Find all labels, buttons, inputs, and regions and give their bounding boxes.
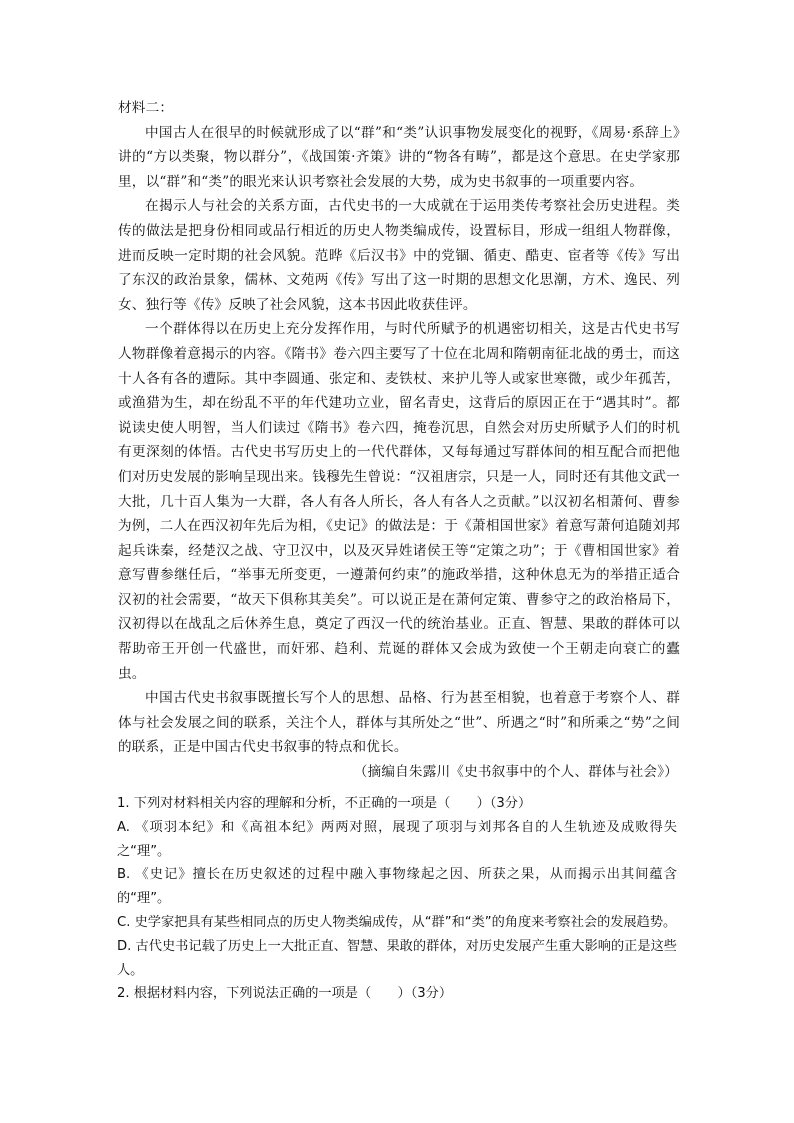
question-1-option-d: D. 古代史书记载了历史上一大批正直、智慧、果敢的群体，对历史发展产生重大影响的正是这些人。 [117,938,677,978]
question-1-stem: 1. 下列对材料相关内容的理解和分析，不正确的一项是（ ）（3分） [117,796,532,811]
material-paragraph: 中国古人在很早的时候就形成了以“群”和“类”认识事物发展变化的视野，《周易·系辞上》讲的“方以类聚，物以群分”，《战国策·齐策》讲的“物各有畴”，都是这个意思。在史学家那里，以“群”和“类”的眼光来认识考察社会发展的大势，成为史书叙事的一项重要内容。 [118,124,680,190]
question-section [117,792,677,1006]
material-paragraph: 在揭示人与社会的关系方面，古代史书的一大成就在于运用类传考察社会历史进程。类传的做法是把身份相同或品行相近的历史人物类编成传，设置标目，形成一组组人物群像，进而反映一定时期的社会风貌。范晔《后汉书》中的党锢、循吏、酷吏、宦者等《传》写出了东汉的政治景象，儒林、文苑两《传》写出了这一时期的思想文化思潮，方术、逸民、列女、独行等《传》反映了社会风貌，这本书因此收获佳评。 [118,198,680,313]
reading-material [118,96,680,785]
question-1-option-b: B. 《史记》擅长在历史叙述的过程中融入事物缘起之因、所获之果，从而揭示出其间蕴含的“理”。 [117,867,677,907]
material-paragraph: 中国古代史书叙事既擅长写个人的思想、品格、行为甚至相貌，也着意于考察个人、群体与社会发展之间的联系，关注个人，群体与其所处之“世”、所遇之“时”和所乘之“势”之间的联系，正是中国古代史书叙事的特点和优长。 [118,690,680,756]
question-2-stem: 2. 根据材料内容，下列说法正确的一项是（ ）（3分） [117,986,453,1002]
material-heading: 材料二： [118,100,174,116]
question-1-option-a: A. 《项羽本纪》和《高祖本纪》两两对照，展现了项羽与刘邦各自的人生轨迹及成败得失之“理”。 [117,819,677,859]
material-source: （摘编自朱露川《史书叙事中的个人、群体与社会》） [353,764,678,781]
question-1-option-c: C. 史学家把具有某些相同点的历史人物类编成传，从“群”和“类”的角度来考察社会的发展趋势。 [117,914,677,930]
material-paragraph: 一个群体得以在历史上充分发挥作用，与时代所赋予的机遇密切相关，这是古代史书写人物群像着意揭示的内容。《隋书》卷六四主要写了十位在北周和隋朝南征北战的勇士，而这十人各有各的遭际。其中李圆通、张定和、麦铁杖、来护儿等人或家世寒微，或少年孤苦，或渔猎为生，却在纷乱不平的年代建功立业，留名青史，这背后的原因正在于“遇其时”。都说读史使人明智，当人们读过《隋书》卷六四，掩卷沉思，自然会对历史所赋予人们的时机有更深刻的体悟。古代史书写历史上的一代代群体，又每每通过写群体间的相互配合而把他们对历史发展的影响呈现出来。钱穆先生曾说：“汉祖唐宗，只是一人，同时还有其他文武一大批，几十百人集为一大群，各人有各人所长，各人有各人之贡献。”以汉初名相萧何、曹参为例，二人在西汉初年先后为相，《史记》的做法是：于《萧相国世家》着意写萧何追随刘邦起兵诛秦，经楚汉之战、守卫汉中，以及灭异姓诸侯王等“定策之功”；于《曹相国世家》着意写曹参继任后，“举事无所变更，一遵萧何约束”的施政举措，这种休息无为的举措正适合汉初的社会需要，“故天下俱称其美矣”。可以说正是在萧何定策、曹参守之的政治格局下，汉初得以在战乱之后休养生息，奠定了西汉一代的统治基业。正直、智慧、果敢的群体可以帮助帝王开创一代盛世，而奸邪、趋利、荒诞的群体又会成为致使一个王朝走向衰亡的蠹虫。 [118,321,680,682]
